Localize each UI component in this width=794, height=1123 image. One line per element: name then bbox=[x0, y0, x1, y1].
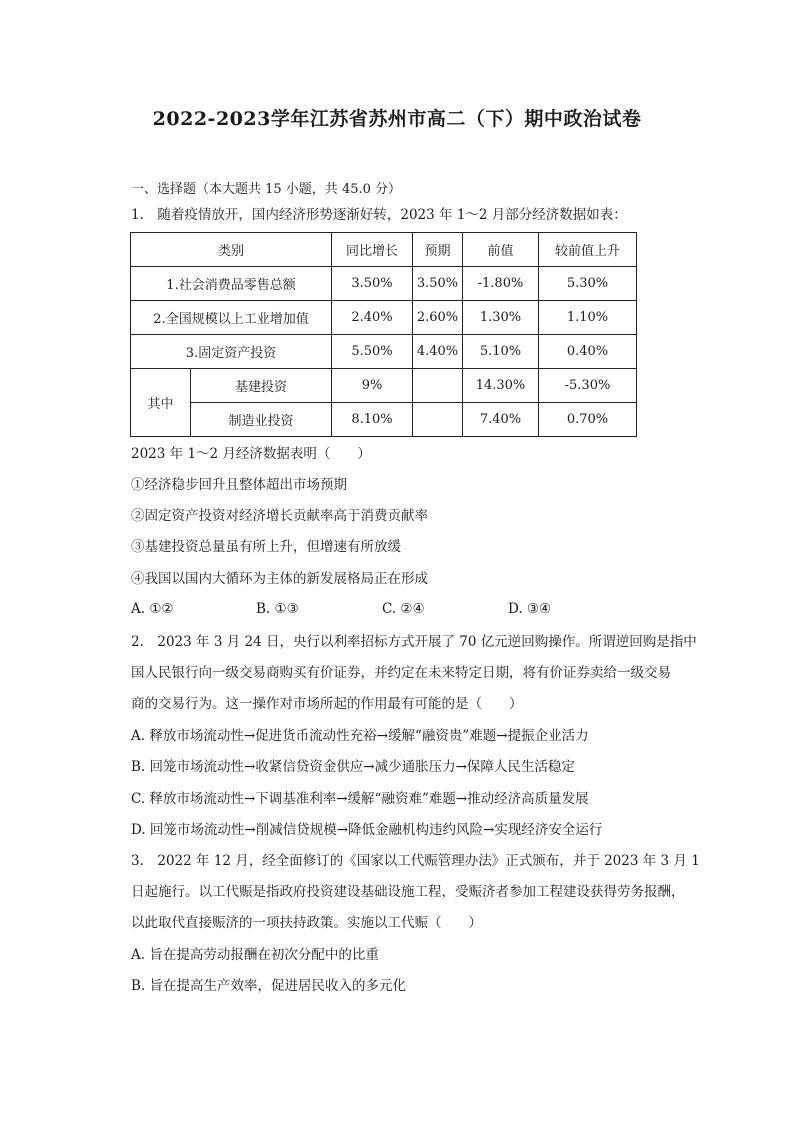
q1-statement: ②固定资产投资对经济增长贡献率高于消费贡献率 bbox=[131, 508, 428, 524]
q2-stem-line: 2. 2023 年 3 月 24 日，央行以利率招标方式开展了 70 亿元逆回购操作。所谓逆回购是指中 bbox=[131, 634, 697, 650]
table-cell: 5.10% bbox=[463, 335, 539, 369]
table-cell: 1.30% bbox=[463, 301, 539, 335]
table-cell: 制造业投资 bbox=[191, 403, 332, 437]
table-cell: 8.10% bbox=[332, 403, 413, 437]
table-header-cell: 预期 bbox=[413, 233, 463, 267]
table-group-label: 其中 bbox=[131, 369, 191, 437]
q1-question: 2023 年 1～2 月经济数据表明（ ） bbox=[131, 446, 371, 462]
q3-stem-line: 3. 2022 年 12 月，经全面修订的《国家以工代赈管理办法》正式颁布，并于 2023 年 3 月 1 bbox=[131, 853, 700, 869]
table-header-cell: 类别 bbox=[131, 233, 332, 267]
table-cell: -1.80% bbox=[463, 267, 539, 301]
table-cell bbox=[413, 403, 463, 437]
table-cell: 2.40% bbox=[332, 301, 413, 335]
table-row bbox=[131, 403, 637, 437]
q1-stem: 1. 随着疫情放开，国内经济形势逐渐好转，2023 年 1～2 月部分经济数据如表： bbox=[131, 207, 627, 223]
q3-option-b[interactable]: B. 旨在提高生产效率，促进居民收入的多元化 bbox=[131, 978, 407, 994]
table-row bbox=[131, 267, 637, 301]
q2-option-c[interactable]: C. 释放市场流动性→下调基准利率→缓解“融资难”难题→推动经济高质量发展 bbox=[131, 791, 589, 807]
table-row bbox=[131, 301, 637, 335]
q3-stem-line: 日起施行。以工代赈是指政府投资建设基础设施工程，受赈济者参加工程建设获得劳务报酬， bbox=[131, 884, 685, 900]
q2-stem-line: 国人民银行向一级交易商购买有价证券，并约定在未来特定日期，将有价证券卖给一级交易 bbox=[131, 665, 671, 681]
table-cell: 1.社会消费品零售总额 bbox=[131, 267, 332, 301]
q1-statement: ①经济稳步回升且整体超出市场预期 bbox=[131, 477, 347, 493]
q1-option-b[interactable]: B. ①③ bbox=[256, 601, 299, 617]
table-cell: -5.30% bbox=[539, 369, 637, 403]
q1-statement: ③基建投资总量虽有所上升，但增速有所放缓 bbox=[131, 539, 401, 555]
table-cell: 4.40% bbox=[413, 335, 463, 369]
table-cell: 3.50% bbox=[413, 267, 463, 301]
economic-data-table bbox=[130, 232, 637, 437]
table-cell: 3.固定资产投资 bbox=[131, 335, 332, 369]
q1-option-c[interactable]: C. ②④ bbox=[382, 601, 425, 617]
table-cell: 9% bbox=[332, 369, 413, 403]
table-cell: 2.全国规模以上工业增加值 bbox=[131, 301, 332, 335]
table-cell bbox=[413, 369, 463, 403]
table-cell: 3.50% bbox=[332, 267, 413, 301]
q1-statement: ④我国以国内大循环为主体的新发展格局正在形成 bbox=[131, 571, 428, 587]
table-cell: 0.70% bbox=[539, 403, 637, 437]
q2-stem-line: 商的交易行为。这一操作对市场所起的作用最有可能的是（ ） bbox=[131, 696, 523, 712]
q1-option-a[interactable]: A. ①② bbox=[131, 601, 174, 617]
table-cell: 7.40% bbox=[463, 403, 539, 437]
table-header-cell: 较前值上升 bbox=[539, 233, 637, 267]
table-cell: 2.60% bbox=[413, 301, 463, 335]
table-header-cell: 前值 bbox=[463, 233, 539, 267]
table-cell: 0.40% bbox=[539, 335, 637, 369]
q3-option-a[interactable]: A. 旨在提高劳动报酬在初次分配中的比重 bbox=[131, 947, 379, 963]
q1-option-d[interactable]: D. ③④ bbox=[508, 601, 552, 617]
section-heading: 一、选择题（本大题共 15 小题，共 45.0 分） bbox=[131, 182, 402, 197]
table-row bbox=[131, 335, 637, 369]
table-cell: 基建投资 bbox=[191, 369, 332, 403]
table-row bbox=[131, 369, 637, 403]
q2-option-b[interactable]: B. 回笼市场流动性→收紧信贷资金供应→减少通胀压力→保障人民生活稳定 bbox=[131, 759, 575, 775]
table-cell: 1.10% bbox=[539, 301, 637, 335]
q2-option-a[interactable]: A. 释放市场流动性→促进货币流动性充裕→缓解“融资贵”难题→提振企业活力 bbox=[131, 728, 589, 744]
q3-stem-line: 以此取代直接赈济的一项扶持政策。实施以工代赈（ ） bbox=[131, 915, 482, 931]
table-header-row bbox=[131, 233, 637, 267]
q2-option-d[interactable]: D. 回笼市场流动性→削减信贷规模→降低金融机构违约风险→实现经济安全运行 bbox=[131, 822, 603, 838]
table-cell: 5.30% bbox=[539, 267, 637, 301]
table-cell: 14.30% bbox=[463, 369, 539, 403]
table-cell: 5.50% bbox=[332, 335, 413, 369]
exam-title: 2022-2023学年江苏省苏州市高二（下）期中政治试卷 bbox=[152, 108, 642, 130]
table-header-cell: 同比增长 bbox=[332, 233, 413, 267]
